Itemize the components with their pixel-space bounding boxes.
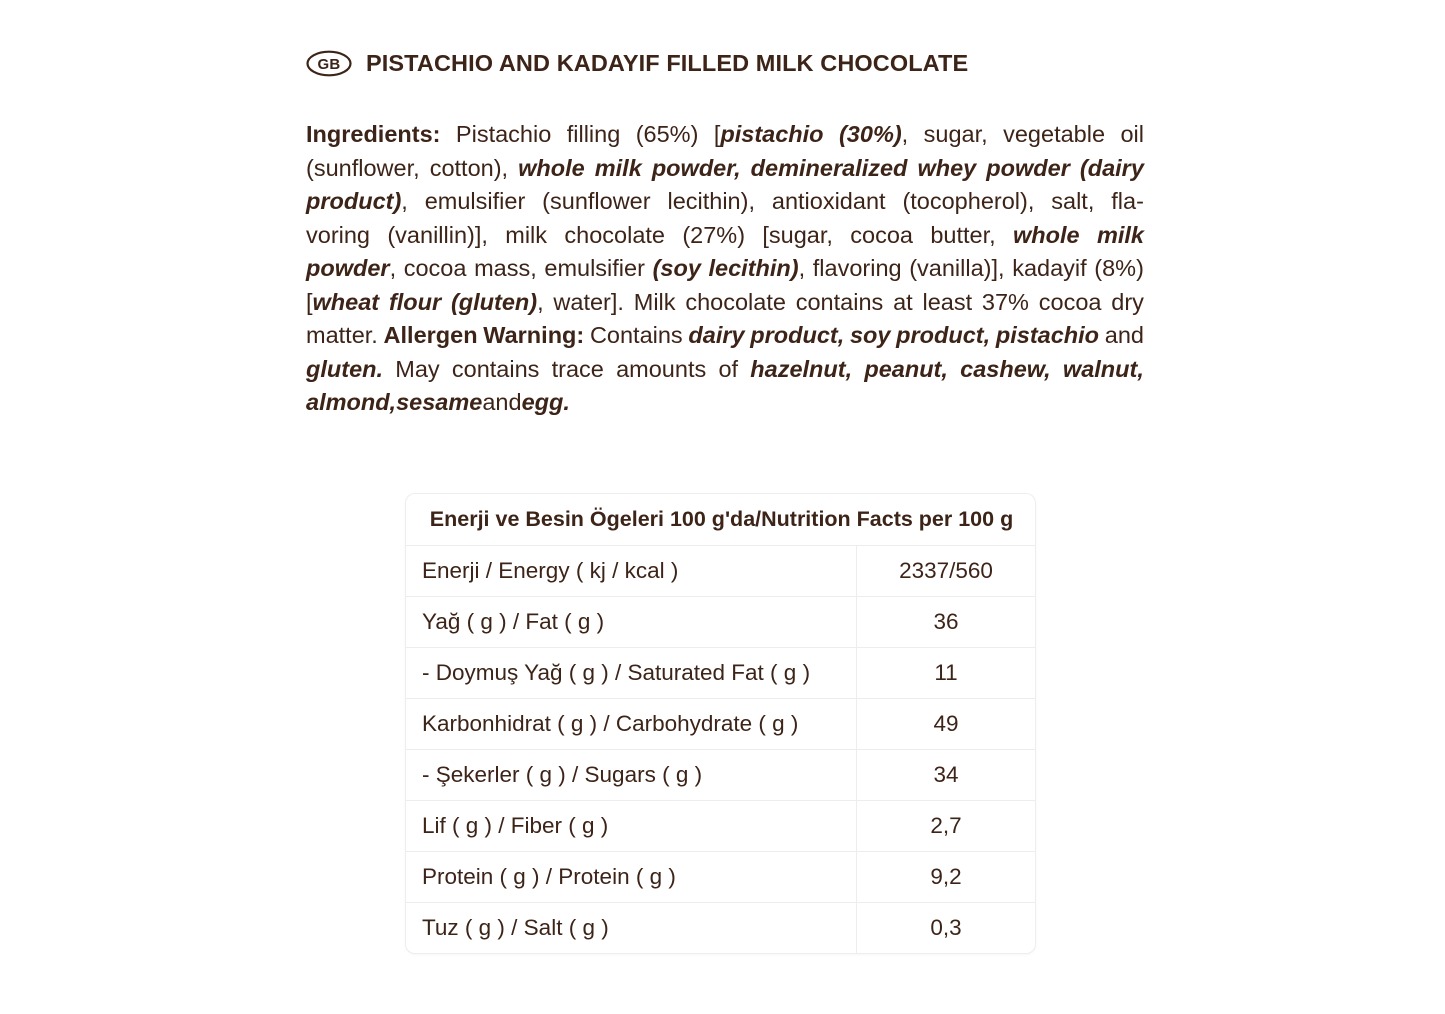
ingredients-word: emulsifier: [544, 255, 645, 281]
ingredients-word: [wheat: [306, 288, 380, 315]
ingredients-word: Warning:: [483, 322, 585, 348]
ingredients-line: [306, 118, 1144, 152]
ingredients-word: hazelnut,: [750, 355, 853, 382]
ingredients-word: powder: [986, 154, 1070, 181]
ingredients-word: vegetable: [1003, 121, 1106, 147]
ingredients-word: May: [395, 355, 440, 382]
ingredients-word: Milk: [633, 288, 676, 315]
table-row: [406, 597, 1035, 648]
ingredients-word: antioxidant: [771, 188, 886, 214]
ingredients-word: demineralized: [750, 154, 908, 181]
ingredients-word: milk: [1096, 221, 1144, 248]
ingredients-word: powder,: [306, 255, 397, 281]
ingredients-line: [306, 185, 1144, 219]
nutrient-label: - Doymuş Yağ ( g ) / Saturated Fat ( g ): [406, 648, 857, 698]
ingredients-word: mass,: [474, 255, 537, 281]
table-row: [406, 546, 1035, 597]
ingredients-word: contains: [451, 355, 540, 382]
ingredients-word: dairy: [688, 322, 745, 348]
ingredients-word: Pistachio: [455, 121, 552, 147]
ingredients-word: emulsifier: [424, 188, 526, 214]
ingredients-word: product),: [306, 188, 408, 214]
ingredients-word: cotton),: [429, 154, 509, 181]
ingredients-word: water].: [553, 288, 624, 315]
ingredients-word: sugar,: [923, 121, 988, 147]
nutrient-value: 49: [933, 711, 959, 736]
ingredients-word: least: [922, 288, 973, 315]
nutrient-label: Karbonhidrat ( g ) / Carbohydrate ( g ): [406, 699, 857, 749]
ingredients-word: cocoa: [403, 255, 467, 281]
ingredients-word: butter,: [930, 221, 996, 248]
table-row: [406, 903, 1035, 953]
ingredients-word: whole: [518, 154, 585, 181]
ingredients-word: Allergen: [383, 322, 478, 348]
ingredients-word: 37%: [981, 288, 1029, 315]
ingredients-word: (gluten),: [450, 288, 544, 315]
nutrient-label: Lif ( g ) / Fiber ( g ): [406, 801, 857, 851]
ingredients-word: chocolate: [685, 288, 786, 315]
page-title: PISTACHIO AND KADAYIF FILLED MILK CHOCOLATE: [366, 49, 969, 76]
nutrition-table-body: [406, 546, 1035, 953]
ingredients-word: (vanillin)],: [387, 221, 488, 248]
ingredients-word: pistachio: [995, 322, 1100, 348]
nutrient-value: 9,2: [930, 864, 962, 889]
nutrient-value: 11: [934, 660, 958, 685]
ingredients-line: [306, 152, 1144, 186]
ingredients-word: salt,: [1051, 188, 1095, 214]
ingredients-word: filling: [566, 121, 621, 147]
ingredients-word: walnut,: [1062, 355, 1144, 382]
ingredients-word: amounts: [616, 355, 707, 382]
ingredients-word: (vanilla)],: [909, 255, 1005, 281]
nutrition-table-header: Enerji ve Besin Ögeleri 100 g'da/Nutrition Facts per 100 g: [406, 494, 1035, 546]
nutrient-label: Enerji / Energy ( kj / kcal ): [406, 546, 857, 596]
ingredients-line: [306, 319, 1144, 353]
ingredients-line: [306, 219, 1144, 253]
ingredients-line: [306, 252, 1144, 286]
ingredients-word: [sugar,: [762, 221, 833, 248]
ingredients-word: soy: [849, 322, 891, 348]
ingredients-word: whey: [917, 154, 977, 181]
ingredients-line: [306, 386, 1144, 420]
ingredients-word: at: [893, 288, 913, 315]
ingredients-word: (sunflower,: [306, 154, 420, 181]
ingredients-word: (65%): [635, 121, 699, 147]
ingredients-word: [pistachio: [713, 121, 824, 147]
ingredients-word: sesame: [396, 389, 483, 415]
ingredients-word: milk: [594, 154, 642, 181]
ingredients-word: product,: [750, 322, 845, 348]
table-row: [406, 648, 1035, 699]
ingredients-line: [306, 286, 1144, 320]
table-row: [406, 750, 1035, 801]
gb-badge-label: GB: [317, 56, 341, 73]
ingredients-word: fla-: [1111, 188, 1144, 214]
ingredients-word: (sunflower: [542, 188, 651, 214]
product-title-row: [306, 50, 968, 77]
nutrient-label: Yağ ( g ) / Fat ( g ): [406, 597, 857, 647]
ingredients-word: dry: [1111, 288, 1144, 315]
ingredients-word: cocoa: [850, 221, 913, 248]
ingredients-word: Contains: [589, 322, 683, 348]
nutrient-value: 0,3: [930, 915, 962, 940]
ingredients-word: product,: [896, 322, 991, 348]
ingredients-word: cashew,: [960, 355, 1051, 382]
ingredients-word: (dairy: [1079, 154, 1144, 181]
ingredients-word: flavoring: [812, 255, 902, 281]
ingredients-word: cocoa: [1038, 288, 1102, 315]
nutrient-value: 2337/560: [899, 558, 993, 583]
ingredients-word: (8%): [1094, 255, 1144, 281]
nutrient-label: Tuz ( g ) / Salt ( g ): [406, 903, 857, 953]
ingredients-word: voring: [306, 221, 371, 248]
ingredients-word: chocolate: [564, 221, 665, 248]
nutrient-value: 34: [933, 762, 959, 787]
nutrition-facts-table: [406, 494, 1035, 953]
ingredients-word: gluten.: [306, 355, 384, 382]
ingredients-word: of: [718, 355, 739, 382]
nutrient-value: 2,7: [930, 813, 962, 838]
ingredients-word: and: [482, 389, 522, 415]
ingredients-word: whole: [1013, 221, 1080, 248]
table-row: [406, 699, 1035, 750]
nutrient-label: - Şekerler ( g ) / Sugars ( g ): [406, 750, 857, 800]
ingredients-word: (30%),: [838, 121, 909, 147]
ingredients-word: egg.: [521, 389, 570, 415]
nutrient-value: 36: [933, 609, 959, 634]
ingredients-word: peanut,: [864, 355, 948, 382]
ingredients-word: Ingredients:: [306, 121, 441, 147]
ingredients-word: milk: [505, 221, 548, 248]
ingredients-word: matter.: [306, 322, 378, 348]
ingredients-word: powder,: [651, 154, 741, 181]
ingredients-word: lecithin),: [667, 188, 755, 214]
ingredients-word: trace: [551, 355, 604, 382]
ingredients-line: [306, 353, 1144, 387]
gb-country-badge-icon: [306, 50, 352, 77]
ingredients-word: (soy: [652, 255, 701, 281]
table-row: [406, 801, 1035, 852]
ingredients-word: almond,: [306, 389, 397, 415]
ingredients-word: kadayif: [1012, 255, 1087, 281]
nutrient-label: Protein ( g ) / Protein ( g ): [406, 852, 857, 902]
ingredients-word: (tocopherol),: [902, 188, 1035, 214]
ingredients-word: and: [1104, 322, 1144, 348]
ingredients-word: contains: [795, 288, 884, 315]
ingredients-paragraph: [306, 118, 1144, 420]
ingredients-word: flour: [388, 288, 442, 315]
table-row: [406, 852, 1035, 903]
ingredients-word: oil: [1120, 121, 1144, 147]
ingredients-word: lecithin),: [708, 255, 806, 281]
ingredients-word: (27%): [682, 221, 746, 248]
